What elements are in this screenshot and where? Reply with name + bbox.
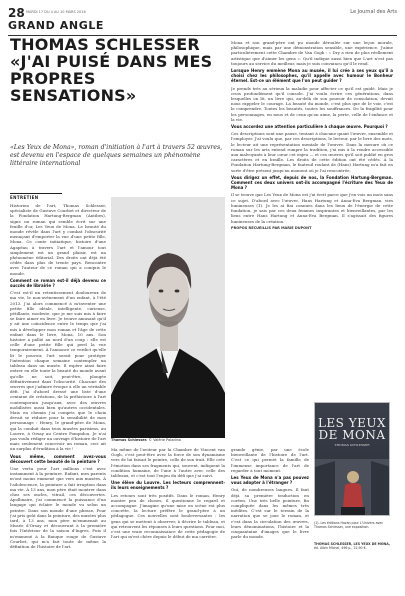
answer: Oui, de nombreuses langues. Il faut déjà sa première traduction en coréen. Une très belle pointure, fin compliquée dans les mêmes très inédites. C'est sur le terrain de la narration que se joue le roman, et c'est dans la circulation des œuvres, leurs dénominations, l'histoire et la cinquantaine d'images que le livre parle du monde.	[231, 487, 309, 540]
newspaper-name: Le Journal des Arts	[350, 9, 397, 15]
book-cover-subtitle: THOMAS SCHLESSER	[334, 443, 370, 447]
headline-quote: «J'AI PUISÉ DANS MES PROPRES SENSATIONS»	[10, 52, 213, 105]
caption-credit: © Valérie Paladino	[148, 438, 181, 442]
caption-name: Thomas Schlesser.	[111, 438, 148, 442]
book-reference	[314, 542, 390, 550]
question: Vous même, comment avez-vous découvert cette beauté de la peinture ?	[10, 453, 106, 464]
entretien-label: ENTRETIEN	[10, 193, 62, 200]
paragraph: grande génie, par une école bienveillante de l'histoire de l'art. C'est ce qui permet la famille de l'immense importance de l'art de regarder à tout moment.	[231, 447, 309, 473]
page-number: 28	[8, 6, 25, 20]
question: Comment ce roman est-il déjà devenu ce succès de librairie ?	[10, 277, 106, 289]
article-column-1	[10, 203, 106, 589]
photo-caption	[111, 438, 225, 442]
chapo: «Les Yeux de Mona», roman d'initiation à l'art à travers 52 œuvres, est devenu en l'espace de quelques semaines un phénomène littéraire international	[10, 144, 223, 167]
answer: Ces descriptions sont une pause, tentant à chacune quant l'œuvre, ensemble et l'employer. J'ai voulu que, par ces descriptions, le lecteur, par le livre des mots, le lecteur ait une représentation mentale de l'œuvre. Dans la mesure où ce roman sur les arts entend rompre la tradition, j'ai mis à la rendre accessible aux malvoyants à leur cœur cet enjeu — et ces œuvres qu'il soit publié en gros caractères et en braille. Les droits de cette édition ont été cédés. À la Fondation Hartung-Bergman, le fauteuil roulant de (Hans) Hartung m'a fait en sorte d'être présent jusqu'au moment où je l'ai rencontrée.	[231, 131, 393, 173]
question: Lorsque Henry emmène Mona au musée, il lui crée à ses yeux qu'il a choisi chez les philosophes, qu'il appelle avec humour le Bonheur éternel. Est-ce un élément que l'on peut guider ?	[231, 68, 393, 84]
page-header	[8, 6, 397, 36]
portrait-illustration	[111, 197, 225, 438]
book-title-line1: LES YEUX	[317, 416, 387, 430]
answer: Il se trouve que Les Yeux de Mona est j'ai écrit parce que j'en vois un mois sans ce sujet. D'abord avec l'œuvre, Hans Hartung et Anna-Eva Bergman, vies lumineuses (1). Je les ai fini connues dans les lieux de l'énergie de cette fondation, je sais par ces deux femmes inspirantes et bienveillantes, par les liens entre Hans Hartung et Anna-Eva Bergman. Il s'agissait des figures lumineuses de la création.	[231, 192, 393, 224]
paragraph: Ma même de l'aviteur par la Chambre de Vincent van Gogh, c'est peut-être avec la force de son dynamisme vers de lui faisait le peintre, celle de son trait. Elle crée l'émotion dans ses fragments qui, souvent, indiquent la condition humaine, de l'une à l'autre avec celle des tableaux, et c'est tout l'enjeu du défi que j'ai suivi.	[111, 447, 225, 479]
signature: PROPOS RECUEILLIS PAR MARIE DUPONT	[231, 225, 312, 230]
answer: Les retours sont très positifs. Dans le roman, Henry montre peu de choses, il questionne le regard et accompagne. J'imagine qu'une mise en scène est plus concrète, la lecture préfère le grand-père à un pédagogue. Ces nouvelles sont bouleversantes : les gens qui se mettent à observer, à décrire le tableau, et qui retrouvent les réponses à leurs questions. Pour moi, c'est une vraie reconnaissance de cette pédagogie de l'art qui m'est chère depuis le début de ma carrière.	[111, 492, 225, 540]
question: Une élève du Louvre. Les lecteurs comprennent-ils leurs enseignements ?	[111, 480, 225, 491]
book-title-line2: DE MONA	[318, 428, 386, 442]
book-ref-title: LES YEUX DE MONA,	[353, 542, 390, 546]
article-column-2	[111, 447, 225, 589]
question: Vous accordez une attention particulière à chaque œuvre. Pourquoi ?	[231, 124, 388, 130]
answer: Une vertu pour l'art millions c'est avec instamment à la peinture. Enfant, mes parents m'ont moins emmené que vers aux musées. À l'adolescence, la peinture a fait irruption dans ma vie. À 13 ans, mon père était montrer dans chez ses oncles, vitrail, ces découvertes. Apollinaire, j'ai commencé la puissance d'un langage qui éclaire le monde vu selon un peintre. Dans son monde d'une phrase, Pour j'ai pris goût dans la peinture, des musées plus tard, à 13 ans, mon père m'emmenait au Musée d'Orsay et découvrant à la première fois l'Intérieur de la saison d'Ingres. Puis il m'emmené à la Banque rouge de Gustave Courbet, qui m'a fait toute de même la définition de l'histoire de l'art.	[10, 465, 106, 549]
headline	[10, 36, 222, 104]
portrait-photo	[111, 197, 225, 438]
intro-paragraph: Historien de l'art, Thomas Schlesser, spécialiste de Gustave Courbet et directeur de la Fondation Hartung-Bergman (Antibes), signe un roman qui semble écrit sur une feuille d'or, Les Yeux de Mona. Le beauté du monde révèle dans l'art y combat l'obscurité menaçant d'emporter la vue d'une petite fille, Mona. Ce conte initiatique, histoire d'une Agapéau à travers l'art et l'amour tout simplement est un grand plaisir, est un phénomène éditorial. Des droits ont déjà été cédés dans plus de trente pays. Rencontre avec l'auteur de ce roman qui a conquis le monde.	[10, 203, 106, 276]
book-ref-details: éd. Albin Michel, 496 p., 22,90 €.	[314, 546, 367, 550]
book-caption: (1). Les éditions Hazan pour L'Univers avec Thomas Schlesser, une exposition.	[314, 521, 384, 529]
paragraph: Mona et son grand-père ont pu monde déroulée sur une leçon morale, philosophique, mais par une démonstration sensible, une expérience. J'aime particulièrement cette Chambre de Van Gogh : « Dry a rien de plus réellement artistique que d'aimer les gens ». Qu'il indique aussi bien que L'art n'est pas toujours au service du meilleur, mais je suis convaincu qu'il le rend.	[231, 40, 393, 66]
question: Les Yeux de Mona n'a pas pouvez vous adopter à l'étranger ?	[231, 475, 309, 486]
book-cover-title	[315, 417, 389, 441]
issue-line: MARDI 17 DU 4 AU 10 MARS 2016	[26, 10, 86, 14]
book-cover	[314, 402, 390, 516]
article-column-3	[231, 447, 309, 589]
article-column-right	[231, 40, 393, 396]
book-ref-author: THOMAS SCHLESSER,	[314, 542, 353, 546]
section-title: GRAND ANGLE	[8, 19, 105, 32]
answer: C'est est-il un retentissement douloureux de ma vie, le non-avènement d'un enfant, à l'été 2013. J'ai alors commencé à m'inventer une petite fille idéale, intelligente, curieuse, pétillante, modeste, que je me suis mis à faire se faire aimer en livre. Je trouve amusant qu'il y ait une coïncidence entre le temps que j'ai mis à développer mon roman et l'âge de cette enfant dans le livre, Mona, 10 ans. Son histoire a pallié au nord d'un coup : elle est celle d'une petite fille qui perd la vue temporairement. À l'annonce ce verdict qu'elle lit le pouvoir, l'art serait pour protéger l'intention chaque semaine contempler un tableau dans un musée. Il espère ainsi faire entrer en elle toute la beauté du monde avant qu'elle ne soit, peut-être, plongée définitivement dans l'obscurité. Chacune des œuvres que j'admire évoque à elle un véritable défi. J'ai d'abord dressé une liste d'une centaine de créations, de la préhistoire à l'art contemporain jusqu'aux, avec des œuvres mobilisées aussi bien qu'autres occidentales. Mais en chemin j'ai compris que le choix devait se réduire pour la sensibilité de mon personnage : Henry, le grand-père de Mona, qui la conduit dans trois musées parisiens, au Louvre, à Orsay au Centre Pompidou. Je n'ai pas voulu rédiger un ouvrage d'histoire de l'art mais seulement concevoir un roman, ceci ait un surplus d'érudition à la vie !	[10, 290, 106, 452]
headline-name: THOMAS SCHLESSER	[10, 35, 200, 54]
answer: Je prends très au sérieux la maladie pour affecter ce qu'il est guidé. Mais je crois profondément qu'il console. J'ai voulu écrire ces générations, dans lesquelles on lit, un livre qui, au-delà de son pouvoir de consolation, devait nous rappeler le courage. La beauté du monde, c'est plus que de le voir, c'est le comprendre. Toutes les beautés, toutes les souffrances. De la fragilité pour les personnages, en nous et de ceux qu'on aime, la perte, celle de l'enfance et la vie.	[231, 85, 393, 122]
question: Vous dirigez un effet, depuis de nos, la Fondation Hartung-Bergman. Comment ces deux univers ont-ils accompagné l'écriture des Yeux de Mona ?	[231, 174, 393, 191]
